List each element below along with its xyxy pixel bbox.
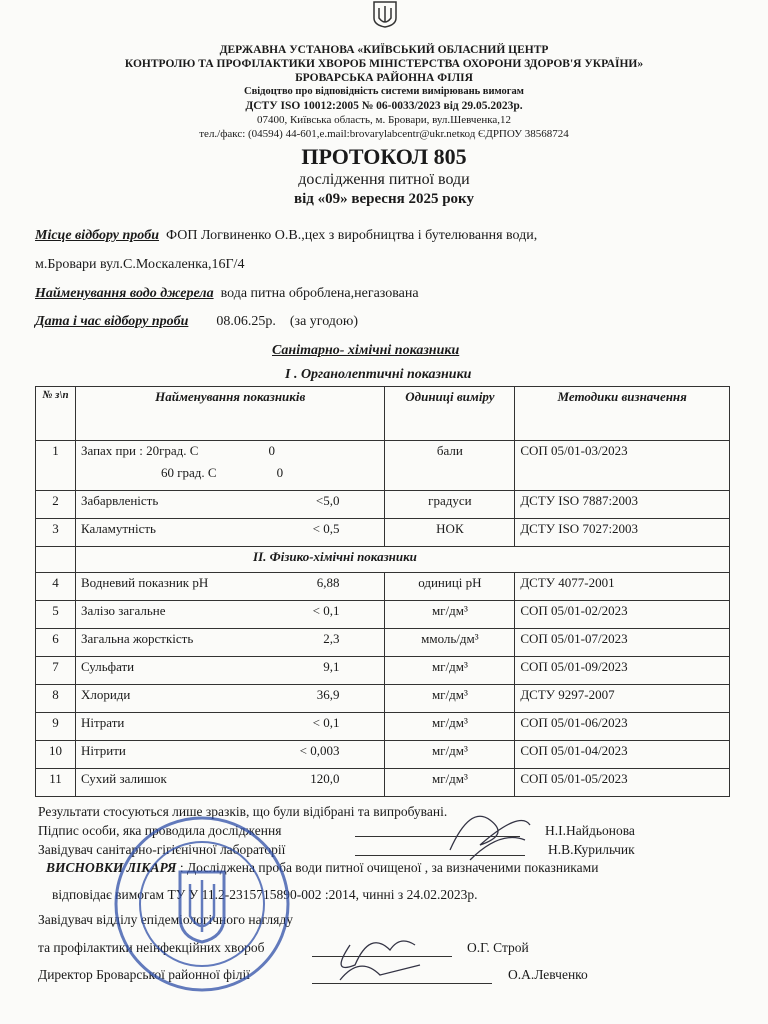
col-unit: Одиниці виміру (385, 387, 515, 441)
row-name (75, 519, 385, 547)
indicator-value: 6,88 (316, 575, 340, 590)
date-note: (за угодою) (289, 314, 359, 329)
contacts: тел./факс: (04594) 44-601,e.mail:brovarylabcentr@ukr.netкод ЄДРПОУ 38568724 (199, 128, 569, 140)
org-line-2: КОНТРОЛЮ ТА ПРОФІЛАКТИКИ ХВОРОБ МІНІСТЕРСТВА ОХОРОНИ ЗДОРОВ'Я УКРАЇНИ» (124, 58, 644, 70)
date-label: Дата і час відбору проби (35, 314, 189, 329)
table-row (36, 769, 730, 797)
row-method: СОП 05/01-06/2023 (515, 713, 730, 741)
row-method: СОП 05/01-07/2023 (515, 629, 730, 657)
indicator-name: Сухий залишок (80, 771, 167, 786)
results-note: Результати стосуються лише зразків, що були відібрані та випробувані. (38, 804, 448, 819)
row-number: 5 (36, 601, 76, 629)
sample-place (35, 228, 537, 244)
row-unit: бали (385, 441, 515, 491)
row-method: СОП 05/01-05/2023 (515, 769, 730, 797)
place-value: ФОП Логвиненко О.В.,цех з виробництва і бутелювання води, (166, 228, 538, 243)
indicator-value: 0 (268, 443, 275, 458)
row-unit: мг/дм³ (385, 601, 515, 629)
row-name (75, 629, 385, 657)
signature-2-name: Н.В.Курильчик (548, 842, 635, 857)
section-title: Санітарно- хімічні показники (272, 343, 460, 358)
signature-2-label: Завідувач санітарно-гігієнічної лабораторії (38, 842, 286, 857)
source-value: вода питна оброблена,негазована (220, 286, 419, 301)
table-row (36, 491, 730, 519)
results-table (35, 386, 730, 797)
row-unit: мг/дм³ (385, 741, 515, 769)
row-name (75, 601, 385, 629)
indicator-name: Нітрати (80, 715, 125, 730)
protocol-subtitle: дослідження питної води (298, 171, 470, 188)
row-number: 9 (36, 713, 76, 741)
row-unit: НОК (385, 519, 515, 547)
org-line-3: БРОВАРСЬКА РАЙОННА ФІЛІЯ (295, 72, 473, 84)
col-name: Найменування показників (75, 387, 385, 441)
indicator-name: Залізо загальне (80, 603, 166, 618)
water-source (35, 286, 419, 302)
table-row (36, 519, 730, 547)
indicator-name: Каламутність (80, 521, 156, 536)
indicator-value: < 0,5 (312, 521, 340, 536)
subsection-organoleptic: І . Органолептичні показники (285, 367, 472, 382)
row-method: СОП 05/01-02/2023 (515, 601, 730, 629)
table-row (36, 685, 730, 713)
indicator-name: Нітрити (80, 743, 126, 758)
table-header (36, 387, 730, 441)
indicator-value: 9,1 (323, 659, 340, 674)
col-number: № з\п (36, 387, 76, 441)
table-row (36, 657, 730, 685)
indicator-name: Сульфати (80, 659, 135, 674)
org-line-1: ДЕРЖАВНА УСТАНОВА «КИЇВСЬКИЙ ОБЛАСНИЙ ЦЕНТР (219, 44, 549, 56)
row-name (75, 685, 385, 713)
place-value-2: м.Бровари вул.С.Москаленка,16Г/4 (35, 257, 245, 272)
row-unit: градуси (385, 491, 515, 519)
row-unit: мг/дм³ (385, 685, 515, 713)
indicator-value: 36,9 (316, 687, 340, 702)
row-name (75, 491, 385, 519)
conclusion-text: : Досліджена проба води питної очищеної , за визначеними показниками (179, 860, 599, 875)
row-number: 3 (36, 519, 76, 547)
row-number: 8 (36, 685, 76, 713)
row-number: 6 (36, 629, 76, 657)
signature-scribble (440, 800, 540, 865)
row-number: 11 (36, 769, 76, 797)
indicator-value: < 0,1 (312, 715, 340, 730)
col-method: Методики визначення (515, 387, 730, 441)
signature-4-label: Директор Броварської районної філії (38, 967, 251, 982)
row-method: ДСТУ 4077-2001 (515, 573, 730, 601)
signature-3-label: Завідувач відділу епідеміологічного нагляду (38, 912, 293, 927)
official-stamp (110, 812, 295, 997)
source-label: Найменування водо джерела (35, 286, 214, 301)
conclusion-text-2: відповідає вимогам ТУ У 11.2-2315715890-002 :2014, чинні з 24.02.2023р. (52, 887, 478, 902)
certificate-number: ДСТУ ISO 10012:2005 № 06-0033/2023 від 29.05.2023р. (245, 100, 523, 112)
row-name (75, 441, 385, 491)
table-row (36, 441, 730, 491)
section-row (36, 547, 730, 573)
row-method: ДСТУ ISO 7027:2003 (515, 519, 730, 547)
row-method: ДСТУ 9297-2007 (515, 685, 730, 713)
row-unit: одиниці рН (385, 573, 515, 601)
conclusion-label: ВИСНОВКИ ЛІКАРЯ (46, 860, 177, 875)
row-unit: мг/дм³ (385, 769, 515, 797)
indicator-name: Загальна жорсткість (80, 631, 194, 646)
protocol-title: ПРОТОКОЛ 805 (301, 144, 467, 169)
row-name (75, 573, 385, 601)
signature-3-name: О.Г. Строй (467, 940, 529, 955)
signature-scribble (320, 925, 460, 995)
address: 07400, Київська область, м. Бровари, вул.Шевченка,12 (256, 114, 512, 126)
indicator-value-2: 0 (276, 465, 284, 480)
indicator-value: 120,0 (310, 771, 340, 786)
protocol-date: від «09» вересня 2025 року (294, 191, 474, 207)
row-unit: мг/дм³ (385, 713, 515, 741)
indicator-value: 2,3 (323, 631, 340, 646)
table-row (36, 629, 730, 657)
row-name (75, 657, 385, 685)
signature-3-label-2: та профілактики неінфекційних хвороб (38, 940, 265, 955)
date-value: 08.06.25р. (216, 314, 276, 329)
row-method: ДСТУ ISO 7887:2003 (515, 491, 730, 519)
row-number: 7 (36, 657, 76, 685)
sample-date (35, 314, 358, 330)
indicator-name: Водневий показник рН (80, 575, 209, 590)
indicator-value: < 0,003 (299, 743, 340, 758)
certificate-line: Свідоцтво про відповідність системи вимірювань вимогам (244, 86, 524, 97)
signature-1-label: Підпис особи, яка проводила дослідження (38, 823, 282, 838)
place-label: Місце відбору проби (35, 228, 160, 243)
row-number: 10 (36, 741, 76, 769)
row-unit: ммоль/дм³ (385, 629, 515, 657)
indicator-name: Забарвленість (80, 493, 159, 508)
signature-1-name: Н.І.Найдьонова (545, 823, 635, 838)
indicator-value: < 0,1 (312, 603, 340, 618)
indicator-name-2: 60 град. С (160, 465, 217, 480)
row-unit: мг/дм³ (385, 657, 515, 685)
trident-emblem-icon (370, 0, 400, 28)
table-row (36, 601, 730, 629)
row-number: 1 (36, 441, 76, 491)
row-name (75, 769, 385, 797)
table-row (36, 713, 730, 741)
table-row (36, 741, 730, 769)
table-row (36, 573, 730, 601)
subsection-physchem: ІІ. Фізико-хімічні показники (75, 547, 729, 573)
row-number: 4 (36, 573, 76, 601)
row-method: СОП 05/01-03/2023 (515, 441, 730, 491)
signature-4-name: О.А.Левченко (508, 967, 588, 982)
row-name (75, 741, 385, 769)
row-method: СОП 05/01-09/2023 (515, 657, 730, 685)
indicator-name: Запах при : 20град. С (80, 443, 199, 458)
indicator-name: Хлориди (80, 687, 131, 702)
row-number: 2 (36, 491, 76, 519)
row-name (75, 713, 385, 741)
row-method: СОП 05/01-04/2023 (515, 741, 730, 769)
indicator-value: <5,0 (315, 493, 340, 508)
